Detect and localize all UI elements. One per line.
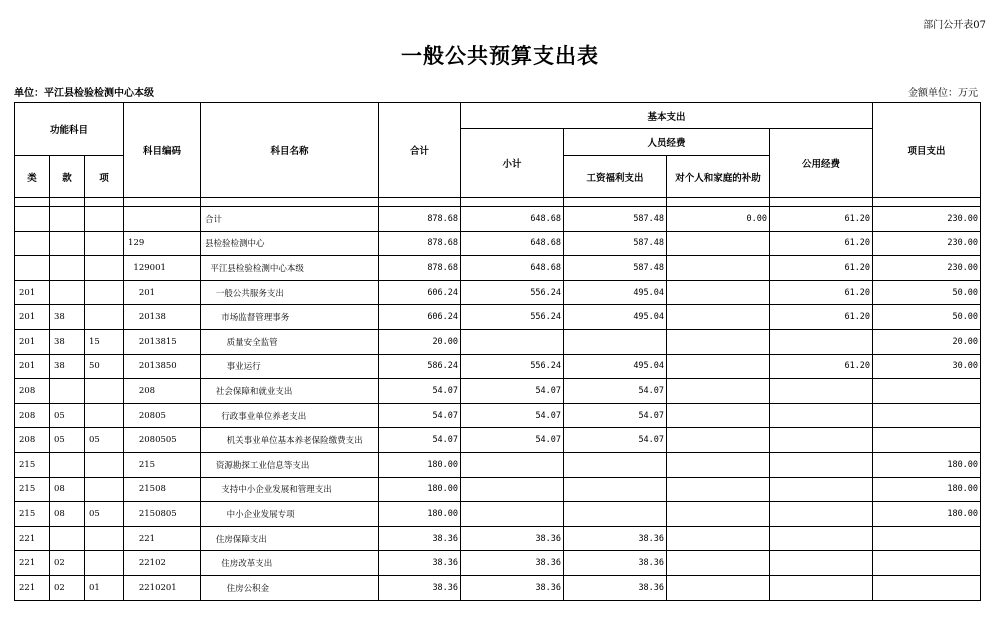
table-row (15, 551, 981, 576)
cell-subtotal: 54.07 (461, 379, 564, 404)
cell-public (770, 575, 873, 600)
header-basic: 基本支出 (461, 103, 873, 129)
cell-total: 180.00 (379, 452, 461, 477)
cell-subtotal: 38.36 (461, 551, 564, 576)
cell-kuan (50, 207, 85, 232)
cell-lei: 221 (15, 575, 50, 600)
cell-total: 878.68 (379, 207, 461, 232)
cell-xiang (85, 551, 124, 576)
cell-kuan (50, 379, 85, 404)
cell-salary: 54.07 (564, 428, 667, 453)
cell-salary: 495.04 (564, 354, 667, 379)
cell-name: 一般公共服务支出 (201, 280, 379, 305)
cell-xiang: 05 (85, 428, 124, 453)
table-row (15, 231, 981, 256)
cell-name: 质量安全监管 (201, 329, 379, 354)
table-row (15, 575, 981, 600)
cell-salary: 38.36 (564, 526, 667, 551)
cell-public (770, 502, 873, 527)
table-row (15, 477, 981, 502)
cell-code: 208 (124, 379, 201, 404)
cell-lei: 208 (15, 403, 50, 428)
cell-xiang: 01 (85, 575, 124, 600)
cell-code: 21508 (124, 477, 201, 502)
cell-total: 878.68 (379, 256, 461, 281)
cell-total: 180.00 (379, 477, 461, 502)
cell-subtotal (461, 477, 564, 502)
cell-kuan (50, 452, 85, 477)
cell-salary: 38.36 (564, 551, 667, 576)
cell-public: 61.20 (770, 305, 873, 330)
cell-salary: 54.07 (564, 379, 667, 404)
cell-subsidy (667, 477, 770, 502)
cell-kuan: 08 (50, 477, 85, 502)
cell-name: 县检验检测中心 (201, 231, 379, 256)
cell-salary: 495.04 (564, 305, 667, 330)
cell-kuan (50, 256, 85, 281)
cell-lei: 201 (15, 305, 50, 330)
table-row (15, 280, 981, 305)
header-public: 公用经费 (770, 129, 873, 198)
cell-subsidy (667, 379, 770, 404)
cell-subsidy (667, 354, 770, 379)
cell-salary: 495.04 (564, 280, 667, 305)
cell-public: 61.20 (770, 231, 873, 256)
cell-subsidy (667, 305, 770, 330)
cell-xiang: 50 (85, 354, 124, 379)
cell-lei: 201 (15, 329, 50, 354)
cell-public (770, 403, 873, 428)
cell-code: 2150805 (124, 502, 201, 527)
cell-project (873, 379, 981, 404)
cell-project: 30.00 (873, 354, 981, 379)
cell-salary: 587.48 (564, 231, 667, 256)
cell-salary (564, 329, 667, 354)
cell-project: 230.00 (873, 207, 981, 232)
cell-xiang (85, 403, 124, 428)
cell-code: 2210201 (124, 575, 201, 600)
cell-project: 20.00 (873, 329, 981, 354)
table-row (15, 526, 981, 551)
cell-code: 201 (124, 280, 201, 305)
cell-project: 180.00 (873, 452, 981, 477)
cell-public (770, 329, 873, 354)
cell-subsidy (667, 502, 770, 527)
cell-project: 180.00 (873, 477, 981, 502)
cell-xiang (85, 207, 124, 232)
cell-salary: 38.36 (564, 575, 667, 600)
cell-total: 586.24 (379, 354, 461, 379)
cell-lei (15, 231, 50, 256)
cell-code: 215 (124, 452, 201, 477)
cell-xiang: 15 (85, 329, 124, 354)
table-row (15, 305, 981, 330)
cell-public: 61.20 (770, 207, 873, 232)
table-row (15, 379, 981, 404)
cell-name: 支持中小企业发展和管理支出 (201, 477, 379, 502)
table-body (15, 207, 981, 601)
header-func-subject: 功能科目 (15, 103, 124, 156)
table-row (15, 428, 981, 453)
cell-subsidy (667, 526, 770, 551)
cell-subtotal: 38.36 (461, 575, 564, 600)
cell-salary (564, 452, 667, 477)
header-total: 合计 (379, 103, 461, 198)
cell-code: 22102 (124, 551, 201, 576)
cell-subsidy (667, 329, 770, 354)
cell-kuan: 05 (50, 428, 85, 453)
cell-total: 54.07 (379, 428, 461, 453)
cell-code (124, 207, 201, 232)
cell-xiang (85, 280, 124, 305)
cell-lei: 215 (15, 477, 50, 502)
cell-lei: 201 (15, 280, 50, 305)
cell-lei: 221 (15, 551, 50, 576)
cell-subsidy (667, 575, 770, 600)
header-kuan: 款 (50, 156, 85, 198)
cell-subsidy (667, 256, 770, 281)
cell-name: 住房改革支出 (201, 551, 379, 576)
cell-name: 资源勘探工业信息等支出 (201, 452, 379, 477)
cell-xiang (85, 256, 124, 281)
cell-xiang (85, 379, 124, 404)
cell-total: 878.68 (379, 231, 461, 256)
cell-subtotal (461, 452, 564, 477)
header-project: 项目支出 (873, 103, 981, 198)
cell-total: 38.36 (379, 575, 461, 600)
cell-public (770, 551, 873, 576)
cell-subtotal: 556.24 (461, 305, 564, 330)
cell-subsidy (667, 231, 770, 256)
cell-code: 20138 (124, 305, 201, 330)
table-row (15, 354, 981, 379)
budget-expenditure-table (14, 102, 981, 601)
cell-project (873, 575, 981, 600)
cell-project: 50.00 (873, 305, 981, 330)
cell-kuan (50, 231, 85, 256)
cell-public: 61.20 (770, 354, 873, 379)
cell-code: 2013850 (124, 354, 201, 379)
cell-subsidy (667, 280, 770, 305)
cell-public (770, 428, 873, 453)
cell-project: 230.00 (873, 231, 981, 256)
cell-subsidy (667, 452, 770, 477)
cell-subtotal: 54.07 (461, 403, 564, 428)
page-title: 一般公共预算支出表 (401, 44, 599, 68)
cell-kuan: 05 (50, 403, 85, 428)
table-row (15, 502, 981, 527)
cell-public (770, 526, 873, 551)
header-name: 科目名称 (201, 103, 379, 198)
cell-total: 180.00 (379, 502, 461, 527)
amount-unit-label: 金额单位：万元 (908, 88, 978, 99)
cell-total: 20.00 (379, 329, 461, 354)
cell-xiang (85, 452, 124, 477)
cell-code: 221 (124, 526, 201, 551)
header-lei: 类 (15, 156, 50, 198)
cell-subsidy (667, 403, 770, 428)
cell-kuan: 02 (50, 551, 85, 576)
table-row (15, 403, 981, 428)
cell-kuan (50, 526, 85, 551)
header-code: 科目编码 (124, 103, 201, 198)
cell-lei: 201 (15, 354, 50, 379)
cell-subtotal (461, 329, 564, 354)
cell-name: 行政事业单位养老支出 (201, 403, 379, 428)
cell-kuan: 38 (50, 329, 85, 354)
header-xiang: 项 (85, 156, 124, 198)
table-row (15, 256, 981, 281)
cell-name: 平江县检验检测中心本级 (201, 256, 379, 281)
cell-total: 54.07 (379, 403, 461, 428)
cell-xiang (85, 526, 124, 551)
cell-name: 社会保障和就业支出 (201, 379, 379, 404)
cell-name: 住房公积金 (201, 575, 379, 600)
cell-subtotal: 54.07 (461, 428, 564, 453)
cell-lei: 221 (15, 526, 50, 551)
table-row (15, 329, 981, 354)
cell-lei (15, 256, 50, 281)
cell-project: 50.00 (873, 280, 981, 305)
cell-kuan: 38 (50, 354, 85, 379)
cell-subsidy (667, 428, 770, 453)
cell-lei (15, 207, 50, 232)
cell-subtotal: 556.24 (461, 280, 564, 305)
cell-public: 61.20 (770, 280, 873, 305)
cell-salary (564, 477, 667, 502)
cell-lei: 208 (15, 428, 50, 453)
cell-total: 38.36 (379, 551, 461, 576)
cell-project (873, 551, 981, 576)
cell-subtotal: 648.68 (461, 256, 564, 281)
cell-public (770, 452, 873, 477)
cell-xiang (85, 477, 124, 502)
header-subtotal: 小计 (461, 129, 564, 198)
cell-code: 20805 (124, 403, 201, 428)
cell-code: 2080505 (124, 428, 201, 453)
unit-label: 单位：平江县检验检测中心本级 (14, 88, 154, 99)
cell-subtotal (461, 502, 564, 527)
cell-total: 38.36 (379, 526, 461, 551)
cell-xiang (85, 305, 124, 330)
cell-project (873, 526, 981, 551)
cell-subsidy (667, 551, 770, 576)
cell-subsidy: 0.00 (667, 207, 770, 232)
cell-total: 606.24 (379, 305, 461, 330)
cell-kuan (50, 280, 85, 305)
cell-name: 中小企业发展专项 (201, 502, 379, 527)
cell-code: 129 (124, 231, 201, 256)
cell-public (770, 379, 873, 404)
cell-name: 住房保障支出 (201, 526, 379, 551)
cell-project (873, 403, 981, 428)
table-row (15, 452, 981, 477)
cell-salary: 587.48 (564, 256, 667, 281)
cell-code: 129001 (124, 256, 201, 281)
cell-project: 230.00 (873, 256, 981, 281)
cell-subtotal: 556.24 (461, 354, 564, 379)
cell-xiang: 05 (85, 502, 124, 527)
cell-subtotal: 38.36 (461, 526, 564, 551)
cell-lei: 215 (15, 452, 50, 477)
cell-kuan: 02 (50, 575, 85, 600)
cell-name: 事业运行 (201, 354, 379, 379)
header-personnel: 人员经费 (564, 129, 770, 156)
cell-name: 市场监督管理事务 (201, 305, 379, 330)
cell-subtotal: 648.68 (461, 207, 564, 232)
header-subsidy: 对个人和家庭的补助 (667, 156, 770, 198)
cell-kuan: 08 (50, 502, 85, 527)
cell-salary: 587.48 (564, 207, 667, 232)
cell-lei: 208 (15, 379, 50, 404)
cell-name: 合计 (201, 207, 379, 232)
table-number: 部门公开表07 (923, 20, 986, 31)
cell-name: 机关事业单位基本养老保险缴费支出 (201, 428, 379, 453)
header-salary: 工资福利支出 (564, 156, 667, 198)
cell-subtotal: 648.68 (461, 231, 564, 256)
table-row (15, 207, 981, 232)
cell-public: 61.20 (770, 256, 873, 281)
cell-project (873, 428, 981, 453)
cell-total: 606.24 (379, 280, 461, 305)
cell-xiang (85, 231, 124, 256)
cell-total: 54.07 (379, 379, 461, 404)
cell-project: 180.00 (873, 502, 981, 527)
cell-lei: 215 (15, 502, 50, 527)
cell-kuan: 38 (50, 305, 85, 330)
cell-public (770, 477, 873, 502)
cell-salary: 54.07 (564, 403, 667, 428)
cell-code: 2013815 (124, 329, 201, 354)
cell-salary (564, 502, 667, 527)
